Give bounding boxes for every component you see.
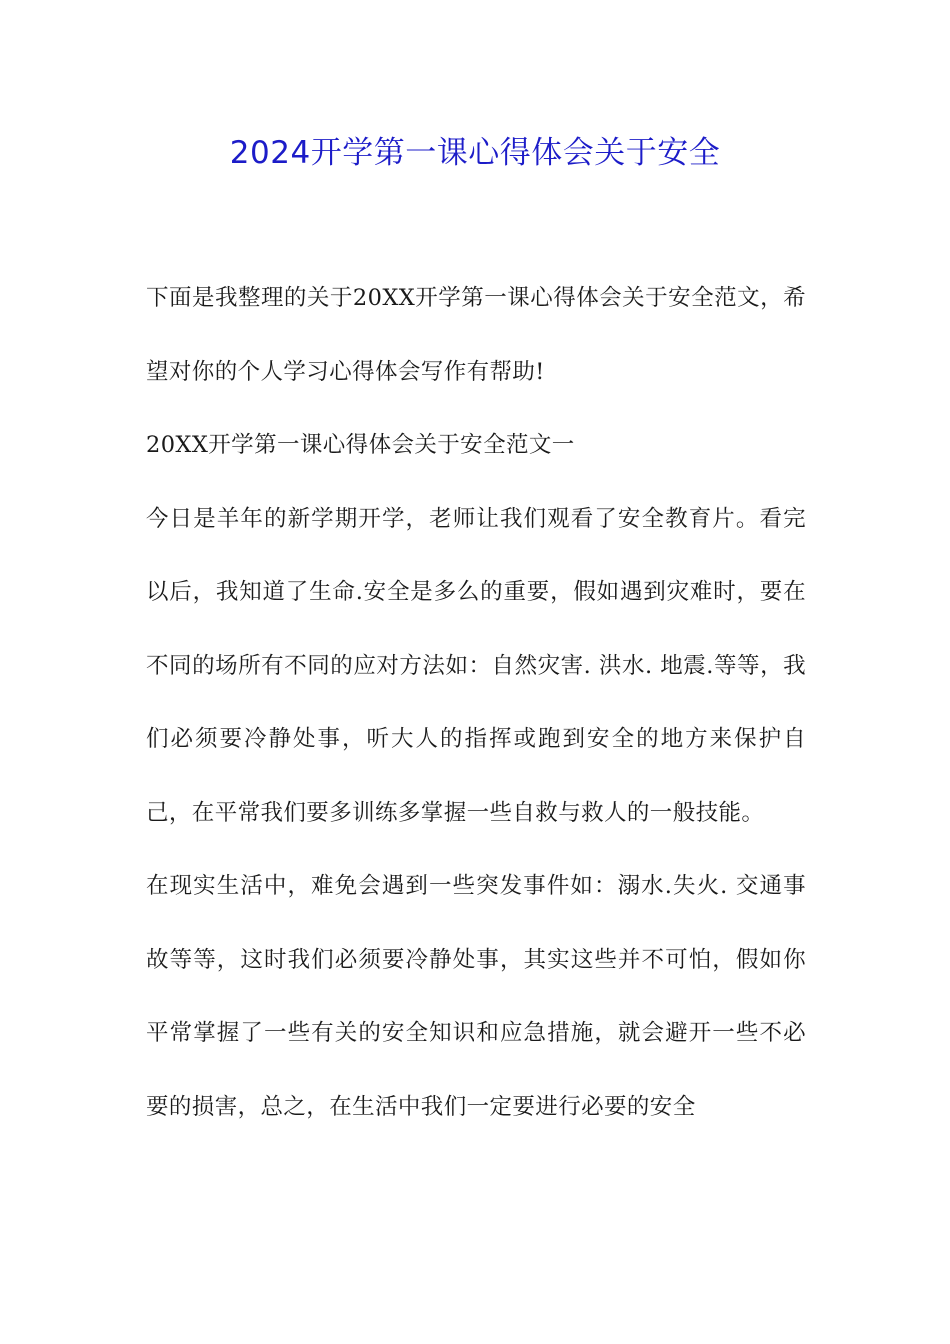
body-paragraph: 今日是羊年的新学期开学，老师让我们观看了安全教育片。看完以后，我知道了生命.安全是多么的重要，假如遇到灾难时，要在不同的场所有不同的应对方法如：自然灾害. 洪水. 地震.等等，我们必须要冷静处事，听大人的指挥或跑到安全的地方来保护自己，在平常我们要多训练多掌握一些自救与救人的一般技能。 [146, 505, 806, 826]
body-paragraph: 在现实生活中，难免会遇到一些突发事件如：溺水.失火. 交通事故等等，这时我们必须要冷静处事，其实这些并不可怕，假如你平常掌握了一些有关的安全知识和应急措施，就会避开一些不必要的损害，总之，在生活中我们一定要进行必要的安全 [146, 873, 806, 1120]
document-title: 2024开学第一课心得体会关于安全 [229, 135, 721, 171]
document-body [146, 262, 806, 1144]
intro-paragraph: 下面是我整理的关于20XX开学第一课心得体会关于安全范文，希望对你的个人学习心得体会写作有帮助! [146, 285, 806, 385]
section-heading: 20XX开学第一课心得体会关于安全范文一 [146, 432, 575, 458]
